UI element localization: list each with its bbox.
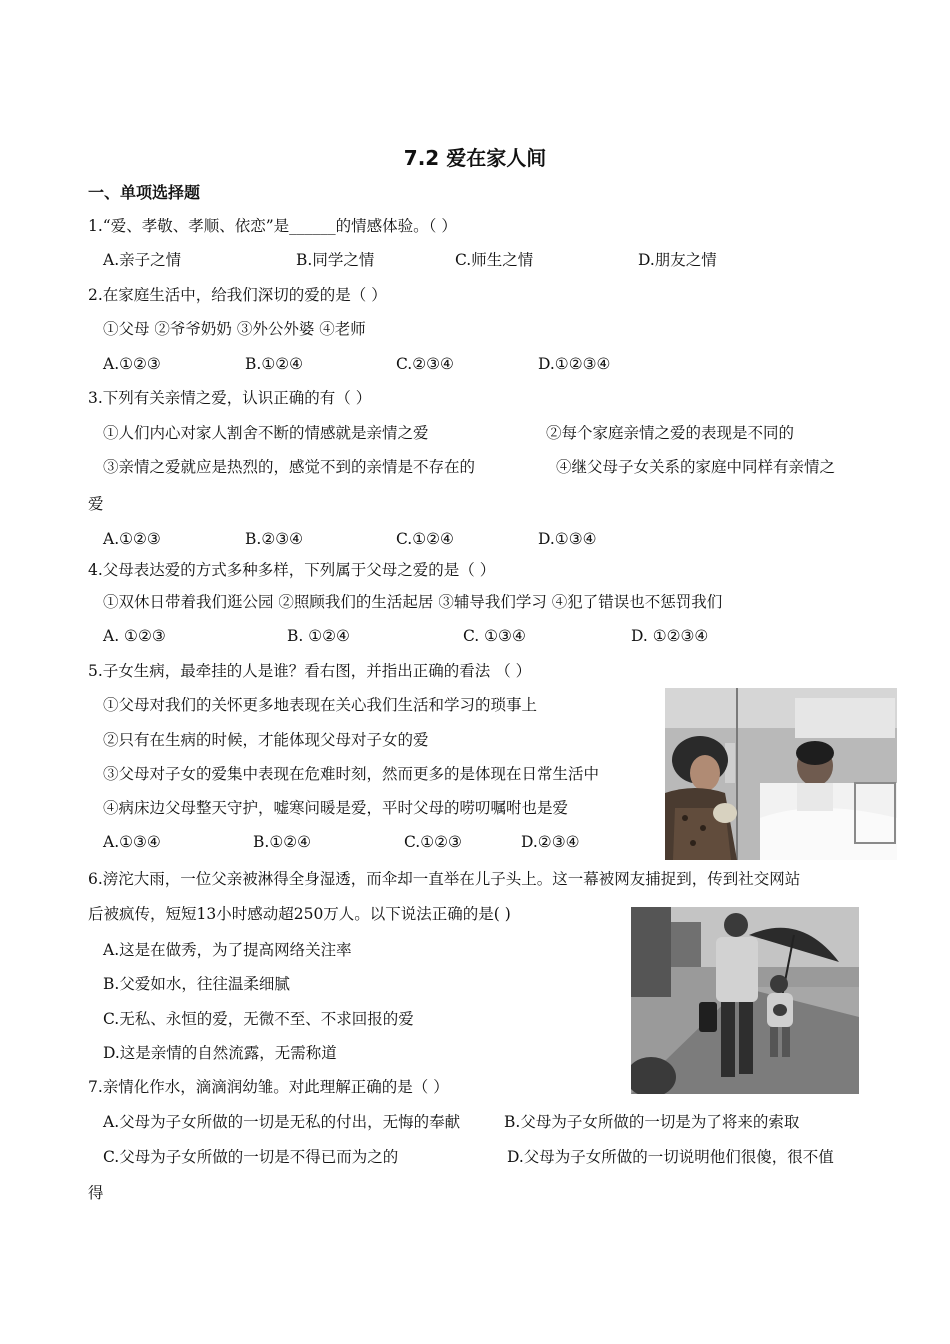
q7-option-d: D.父母为子女所做的一切说明他们很傻，很不值 [507,1148,834,1166]
q5-item-4: ④病床边父母整天守护，嘘寒问暖是爱，平时父母的唠叨嘱咐也是爱 [103,799,569,817]
q4-option-c: C. ①③④ [463,627,526,645]
q4-items: ①双休日带着我们逛公园 ②照顾我们的生活起居 ③辅导我们学习 ④犯了错误也不惩罚我们 [103,593,723,611]
q7-option-c: C.父母为子女所做的一切是不得已而为之的 [103,1148,399,1166]
q5-option-d: D.②③④ [521,833,580,851]
q5-option-b: B.①②④ [253,833,312,851]
q2-option-c: C.②③④ [396,355,454,373]
q2-option-a: A.①②③ [103,355,161,373]
q5-option-c: C.①②③ [404,833,462,851]
q1-option-d: D.朋友之情 [638,251,717,269]
q2-option-b: B.①②④ [245,355,304,373]
q6-option-c: C.无私、永恒的爱，无微不至、不求回报的爱 [103,1010,414,1028]
q4-option-b: B. ①②④ [287,627,350,645]
q6-option-a: A.这是在做秀，为了提高网络关注率 [103,941,352,959]
q1-option-b: B.同学之情 [296,251,375,269]
question-6-stem-line-1: 6.滂沱大雨，一位父亲被淋得全身湿透，而伞却一直举在儿子头上。这一幕被网友捕捉到，传到社交网站 [88,870,801,888]
q3-item-3: ③亲情之爱就应是热烈的，感觉不到的亲情是不存在的 [103,458,476,476]
q1-option-c: C.师生之情 [455,251,534,269]
q4-option-a: A. ①②③ [103,627,166,645]
section-heading: 一、单项选择题 [88,183,201,202]
q3-option-a: A.①②③ [103,530,161,548]
question-3-stem: 3.下列有关亲情之爱，认识正确的有（ ） [88,389,372,407]
q3-option-c: C.①②④ [396,530,454,548]
q7-option-b: B.父母为子女所做的一切是为了将来的索取 [504,1113,800,1131]
q3-option-b: B.②③④ [245,530,304,548]
q5-item-2: ②只有在生病的时候，才能体现父母对子女的爱 [103,731,429,749]
question-4-stem: 4.父母表达爱的方式多种多样，下列属于父母之爱的是（ ） [88,561,496,579]
page-title: 7.2 爱在家人间 [403,146,547,170]
q3-item-4-wrap: 爱 [88,495,104,513]
umbrella-father-photo [631,907,859,1094]
q2-items: ①父母 ②爷爷奶奶 ③外公外婆 ④老师 [103,320,366,338]
q5-option-a: A.①③④ [103,833,161,851]
question-1-stem: 1.“爱、孝敬、孝顺、依恋”是______的情感体验。（ ） [88,217,457,235]
q3-item-1: ①人们内心对家人割舍不断的情感就是亲情之爱 [103,424,429,442]
q1-option-a: A.亲子之情 [103,251,182,269]
q7-option-a: A.父母为子女所做的一切是无私的付出，无悔的奉献 [103,1113,461,1131]
q4-option-d: D. ①②③④ [631,627,709,645]
q3-item-2: ②每个家庭亲情之爱的表现是不同的 [546,424,795,442]
q5-item-1: ①父母对我们的关怀更多地表现在关心我们生活和学习的琐事上 [103,696,538,714]
q5-item-3: ③父母对子女的爱集中表现在危难时刻，然而更多的是体现在日常生活中 [103,765,600,783]
question-6-stem-line-2: 后被疯传，短短13小时感动超250万人。以下说法正确的是( ) [88,905,511,923]
q7-option-d-wrap: 得 [88,1184,104,1202]
hospital-bed-photo [665,688,897,860]
question-5-stem: 5.子女生病，最牵挂的人是谁？看右图，并指出正确的看法 （ ） [88,662,532,680]
question-2-stem: 2.在家庭生活中，给我们深切的爱的是（ ） [88,286,387,304]
question-7-stem: 7.亲情化作水，滴滴润幼雏。对此理解正确的是（ ） [88,1078,449,1096]
q6-option-b: B.父爱如水，往往温柔细腻 [103,975,290,993]
q3-option-d: D.①③④ [538,530,597,548]
q6-option-d: D.这是亲情的自然流露，无需称道 [103,1044,337,1062]
q2-option-d: D.①②③④ [538,355,611,373]
q3-item-4: ④继父母子女关系的家庭中同样有亲情之 [556,458,836,476]
